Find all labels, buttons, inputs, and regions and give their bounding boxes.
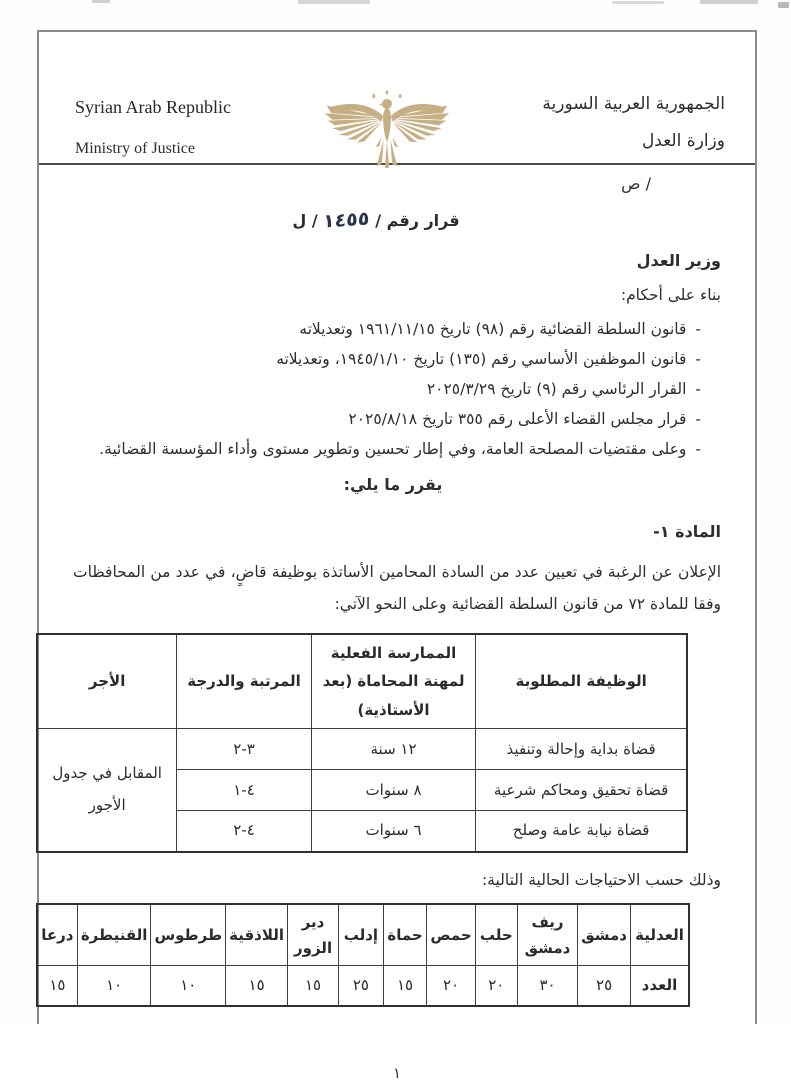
preamble-item-text: قرار مجلس القضاء الأعلى رقم ٣٥٥ تاريخ ٢٠٢٥/٨/١٨ (348, 410, 687, 429)
count-cell: ١٠ (77, 966, 151, 1006)
document-body (39, 165, 755, 1085)
preamble-item-text: قانون الموظفين الأساسي رقم (١٣٥) تاريخ ١٩٤٥/١/١٠، وتعديلاته (276, 350, 687, 369)
districts-header-row (37, 904, 689, 966)
cropped-ui-fragment (700, 0, 758, 4)
article-1-text: الإعلان عن الرغبة في تعيين عدد من السادة المحامين الأساتذة بوظيفة قاضٍ، في عدد من المحافظات وفقا للمادة ٧٢ من قانون السلطة القضائية وعلى النحو الآتي: (73, 562, 721, 613)
district-header: ريف دمشق (517, 904, 577, 966)
preamble-item-text: القرار الرئاسي رقم (٩) تاريخ ٢٠٢٥/٣/٢٩ (426, 380, 687, 399)
country-name-arabic: الجمهورية العربية السورية (542, 94, 725, 114)
dash-marker: - (695, 320, 701, 339)
page-number: ١ (392, 1063, 402, 1082)
preamble-list (73, 314, 721, 464)
district-header: درعا (37, 904, 77, 966)
article-1-title: المادة ١- (653, 521, 721, 541)
cell-rank: ٤-٢ (177, 811, 312, 852)
count-cell: ٢٠ (475, 966, 517, 1006)
district-header: حمص (427, 904, 475, 966)
document-page (37, 30, 757, 1082)
district-header: دمشق (578, 904, 631, 966)
decree-number-handwritten: ١٤٥٥ (322, 207, 371, 233)
district-header: دير الزور (288, 904, 339, 966)
header-wage: الأجر (37, 634, 177, 729)
cropped-ui-fragment (612, 1, 664, 4)
count-cell: ٢٥ (339, 966, 384, 1006)
dash-marker: - (695, 380, 701, 399)
district-header: اللاذقية (226, 904, 288, 966)
preamble-item (73, 344, 701, 374)
positions-table (36, 633, 688, 853)
counts-row-label: العدد (630, 966, 689, 1006)
cell-experience: ٨ سنوات (311, 770, 475, 811)
counts-row (37, 966, 689, 1006)
cell-experience: ٦ سنوات (311, 811, 475, 852)
golden-eagle-emblem-icon (321, 84, 453, 180)
preamble-item (73, 404, 701, 434)
letterhead (39, 32, 755, 165)
cell-rank: ٣-٢ (177, 729, 312, 770)
decree-number-prefix: قرار رقم / (375, 210, 460, 230)
district-header: حماة (383, 904, 427, 966)
district-header: طرطوس (151, 904, 226, 966)
count-cell: ١٥ (226, 966, 288, 1006)
issuer-title: وزير العدل (636, 251, 721, 271)
districts-table (36, 903, 690, 1007)
count-cell: ١٠ (151, 966, 226, 1006)
cell-position: قضاة نيابة عامة وصلح (476, 811, 687, 852)
header-position: الوظيفة المطلوبة (476, 634, 687, 729)
district-header: حلب (475, 904, 517, 966)
district-header: القنيطرة (77, 904, 151, 966)
decree-number-line (52, 206, 700, 235)
country-name-english: Syrian Arab Republic (75, 97, 231, 117)
count-cell: ١٥ (288, 966, 339, 1006)
needs-note: وذلك حسب الاحتياجات الحالية التالية: (481, 870, 721, 889)
cell-position: قضاة تحقيق ومحاكم شرعية (476, 770, 687, 811)
cropped-ui-fragment (298, 0, 370, 4)
count-cell: ٢٥ (578, 966, 631, 1006)
count-cell: ١٥ (37, 966, 77, 1006)
corner-header: العدلية (630, 904, 689, 966)
ministry-name-arabic: وزارة العدل (641, 131, 725, 151)
preamble-item-text: قانون السلطة القضائية رقم (٩٨) تاريخ ١٩٦١/١١/١٥ وتعديلاته (299, 320, 687, 339)
cell-wage-merged: المقابل في جدول الأجور (37, 729, 177, 852)
letterhead-english (75, 92, 231, 158)
count-cell: ١٥ (383, 966, 427, 1006)
decree-number-suffix: / ل (292, 210, 318, 230)
preamble-item (73, 434, 701, 464)
district-header: إدلب (339, 904, 384, 966)
dash-marker: - (695, 440, 701, 459)
header-experience: الممارسة الفعلية لمهنة المحاماة (بعد الأستاذية) (311, 634, 475, 729)
ministry-name-english: Ministry of Justice (75, 140, 195, 157)
cell-experience: ١٢ سنة (311, 729, 475, 770)
count-cell: ٣٠ (517, 966, 577, 1006)
decision-phrase: يقرر ما يلي: (343, 475, 443, 495)
reference-mark: / ص (621, 174, 651, 193)
cell-position: قضاة بداية وإحالة وتنفيذ (476, 729, 687, 770)
cropped-ui-fragment (778, 2, 789, 8)
header-rank: المرتبة والدرجة (177, 634, 312, 729)
table-header-row (37, 634, 687, 729)
preamble-item (73, 374, 701, 404)
preamble-item-text: وعلى مقتضيات المصلحة العامة، وفي إطار تحسين وتطوير مستوى وأداء المؤسسة القضائية. (99, 440, 687, 459)
cell-rank: ٤-١ (177, 770, 312, 811)
preamble-intro: بناء على أحكام: (620, 286, 721, 305)
count-cell: ٢٠ (427, 966, 475, 1006)
dash-marker: - (695, 350, 701, 369)
preamble-item (73, 314, 701, 344)
cropped-ui-fragment (92, 0, 110, 3)
dash-marker: - (695, 410, 701, 429)
letterhead-arabic (542, 92, 725, 151)
table-row (37, 729, 687, 770)
